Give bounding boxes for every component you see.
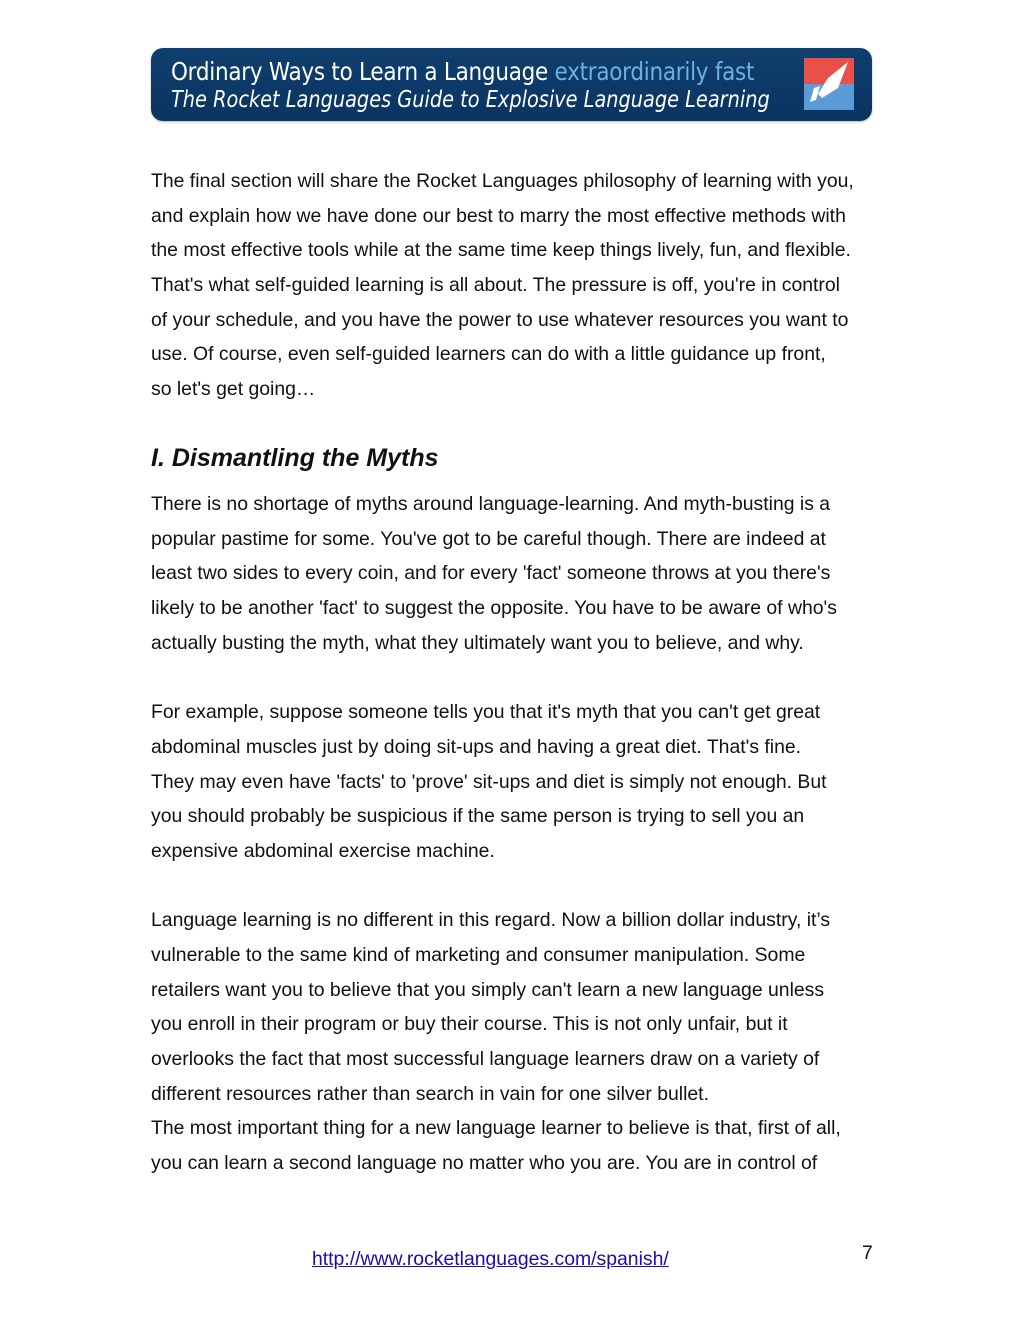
banner-subtitle: The Rocket Languages Guide to Explosive Language Learning [171,87,770,113]
text-line: popular pastime for some. You've got to be careful though. There are indeed at [151,527,826,550]
paragraph [151,695,841,868]
paragraph [151,903,841,1181]
text-line: different resources rather than search in vain for one silver bullet. [151,1082,709,1105]
text-line: you should probably be suspicious if the same person is trying to sell you an [151,805,805,828]
text-line: use. Of course, even self-guided learners can do with a little guidance up front, [151,343,826,366]
banner-title [171,57,754,86]
text-line: retailers want you to believe that you simply can't learn a new language unless [151,978,825,1001]
text-line: and explain how we have done our best to marry the most effective methods with [151,204,846,227]
footer-website-link[interactable]: http://www.rocketlanguages.com/spanish/ [312,1248,669,1270]
text-line: The final section will share the Rocket Languages philosophy of learning with you, [151,170,854,192]
text-line: you enroll in their program or buy their course. This is not only unfair, but it [151,1013,788,1036]
text-line: They may even have 'facts' to 'prove' sit-ups and diet is simply not enough. But [151,770,827,793]
text-line: For example, suppose someone tells you that it's myth that you can't get great [151,701,821,724]
text-line: so let's get going… [151,378,316,401]
text-line: overlooks the fact that most successful language learners draw on a variety of [151,1048,820,1070]
text-line: There is no shortage of myths around language-learning. And myth-busting is a [151,493,831,515]
text-line: you can learn a second language no matter who you are. You are in control of [151,1152,818,1175]
text-line: Language learning is no different in this regard. Now a billion dollar industry, it’s [151,909,831,932]
text-line: actually busting the myth, what they ultimately want you to believe, and why. [151,631,804,654]
header-banner [151,48,872,121]
text-line: likely to be another 'fact' to suggest the opposite. You have to be aware of who's [151,597,837,620]
paragraph [151,487,841,660]
section-heading: I. Dismantling the Myths [151,444,439,472]
text-line: least two sides to every coin, and for every 'fact' someone throws at you there's [151,562,831,585]
text-line: The most important thing for a new language learner to believe is that, first of all, [151,1117,841,1140]
text-line: expensive abdominal exercise machine. [151,839,495,862]
intro-paragraph [151,164,891,407]
text-line: That's what self-guided learning is all about. The pressure is off, you're in control [151,274,840,297]
banner-title-accent: extraordinarily fast [554,57,755,86]
rocket-logo-icon [804,58,854,110]
banner-title-main: Ordinary Ways to Learn a Language [171,57,548,86]
page-number: 7 [862,1242,873,1264]
text-line: vulnerable to the same kind of marketing and consumer manipulation. Some [151,943,806,966]
section-body [151,487,841,1181]
text-line: abdominal muscles just by doing sit-ups and having a great diet. That's fine. [151,735,802,758]
text-line: the most effective tools while at the same time keep things lively, fun, and flexible. [151,239,851,262]
text-line: of your schedule, and you have the power to use whatever resources you want to [151,308,849,331]
